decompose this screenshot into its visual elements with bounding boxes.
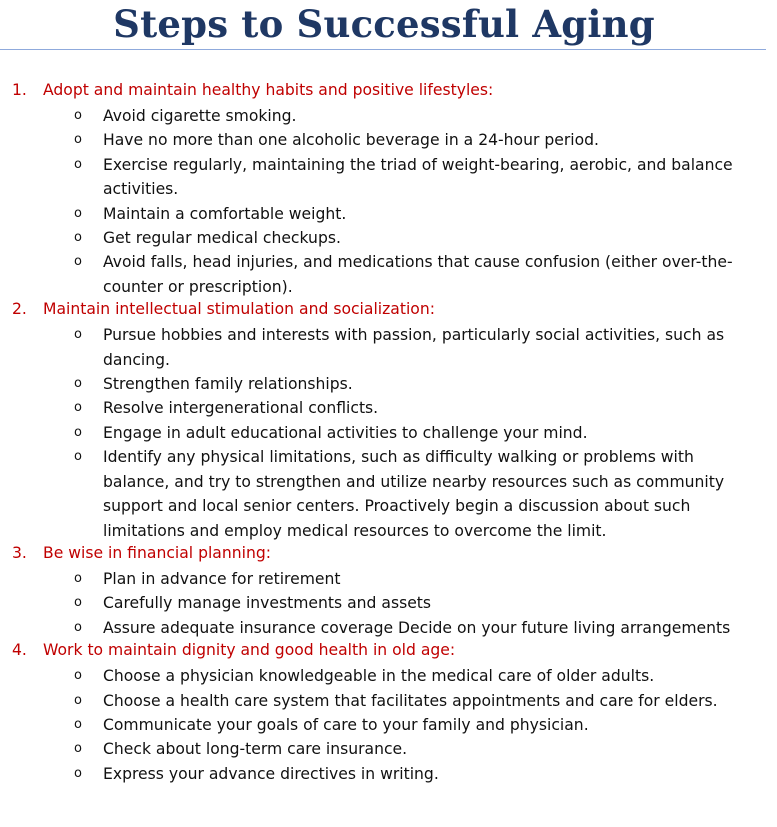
list-item-text: Engage in adult educational activities to challenge your mind. <box>103 423 588 442</box>
section-items <box>0 323 777 543</box>
bullet-icon: o <box>74 327 82 343</box>
section-items <box>0 664 777 786</box>
list-item <box>0 323 777 372</box>
list-item-text: Express your advance directives in writing. <box>103 764 439 783</box>
bullet-icon: o <box>74 668 82 684</box>
bullet-icon: o <box>74 424 82 440</box>
bullet-icon: o <box>74 449 82 465</box>
list-item-text: Pursue hobbies and interests with passion, particularly social activities, such as dancing. <box>103 326 725 369</box>
section-4 <box>0 640 777 786</box>
bullet-icon: o <box>74 692 82 708</box>
bullet-icon: o <box>74 400 82 416</box>
section-heading-text: Work to maintain dignity and good health in old age: <box>43 641 456 660</box>
section-heading <box>0 80 777 100</box>
list-item-text: Carefully manage investments and assets <box>103 594 432 613</box>
section-3 <box>0 543 777 640</box>
list-item-text: Choose a health care system that facilitates appointments and care for elders. <box>103 691 718 710</box>
list-item <box>0 226 777 250</box>
bullet-icon: o <box>74 716 82 732</box>
bullet-icon: o <box>74 376 82 392</box>
section-items <box>0 567 777 640</box>
list-item <box>0 396 777 420</box>
bullet-icon: o <box>74 741 82 757</box>
list-item <box>0 567 777 591</box>
list-item <box>0 591 777 615</box>
list-item-text: Strengthen family relationships. <box>103 375 353 394</box>
section-1 <box>0 80 777 299</box>
list-item <box>0 421 777 445</box>
steps-list <box>0 80 777 786</box>
list-item <box>0 616 777 640</box>
page-title: Steps to Successful Aging <box>113 2 655 46</box>
list-item <box>0 664 777 688</box>
section-number: 4. <box>12 641 27 660</box>
list-item-text: Maintain a comfortable weight. <box>103 204 347 223</box>
list-item-text: Assure adequate insurance coverage Decide on your future living arrangements <box>103 618 731 637</box>
list-item <box>0 372 777 396</box>
section-heading-text: Maintain intellectual stimulation and socialization: <box>43 300 435 319</box>
list-item <box>0 689 777 713</box>
bullet-icon: o <box>74 254 82 270</box>
title-divider <box>0 49 766 50</box>
bullet-icon: o <box>74 230 82 246</box>
bullet-icon: o <box>74 570 82 586</box>
list-item <box>0 202 777 226</box>
list-item <box>0 713 777 737</box>
list-item-text: Avoid falls, head injuries, and medications that cause confusion (either over-the-counter or prescription). <box>103 253 733 296</box>
list-item-text: Check about long-term care insurance. <box>103 740 408 759</box>
list-item-text: Avoid cigarette smoking. <box>103 107 297 125</box>
section-number: 1. <box>12 81 27 99</box>
bullet-icon: o <box>74 108 82 123</box>
bullet-icon: o <box>74 132 82 148</box>
list-item-text: Exercise regularly, maintaining the triad of weight-bearing, aerobic, and balance activities. <box>103 155 733 199</box>
list-item <box>0 762 777 786</box>
section-heading-text: Be wise in financial planning: <box>43 543 271 562</box>
list-item <box>0 445 777 543</box>
list-item-text: Have no more than one alcoholic beverage in a 24-hour period. <box>103 131 599 150</box>
section-heading <box>0 299 777 319</box>
list-item-text: Identify any physical limitations, such as difficulty walking or problems with balance, and try to strengthen and utilize nearby resources such as community support and local senior centers. Proactively begin a discussion about such limitations and employ medical resources to overcome the limit. <box>103 448 725 540</box>
section-number: 3. <box>12 543 27 562</box>
bullet-icon: o <box>74 619 82 635</box>
section-heading <box>0 543 777 563</box>
section-items <box>0 104 777 299</box>
bullet-icon: o <box>74 595 82 611</box>
section-2 <box>0 299 777 543</box>
bullet-icon: o <box>74 765 82 781</box>
section-number: 2. <box>12 300 27 319</box>
bullet-icon: o <box>74 205 82 221</box>
section-heading-text: Adopt and maintain healthy habits and positive lifestyles: <box>43 81 494 99</box>
bullet-icon: o <box>74 156 82 172</box>
list-item <box>0 153 777 202</box>
list-item <box>0 737 777 761</box>
section-heading <box>0 640 777 660</box>
list-item-text: Choose a physician knowledgeable in the medical care of older adults. <box>103 667 655 686</box>
list-item-text: Get regular medical checkups. <box>103 229 341 248</box>
list-item-text: Plan in advance for retirement <box>103 569 341 588</box>
list-item <box>0 104 777 128</box>
list-item-text: Communicate your goals of care to your family and physician. <box>103 715 589 734</box>
list-item-text: Resolve intergenerational conflicts. <box>103 399 379 418</box>
list-item <box>0 250 777 299</box>
list-item <box>0 128 777 152</box>
